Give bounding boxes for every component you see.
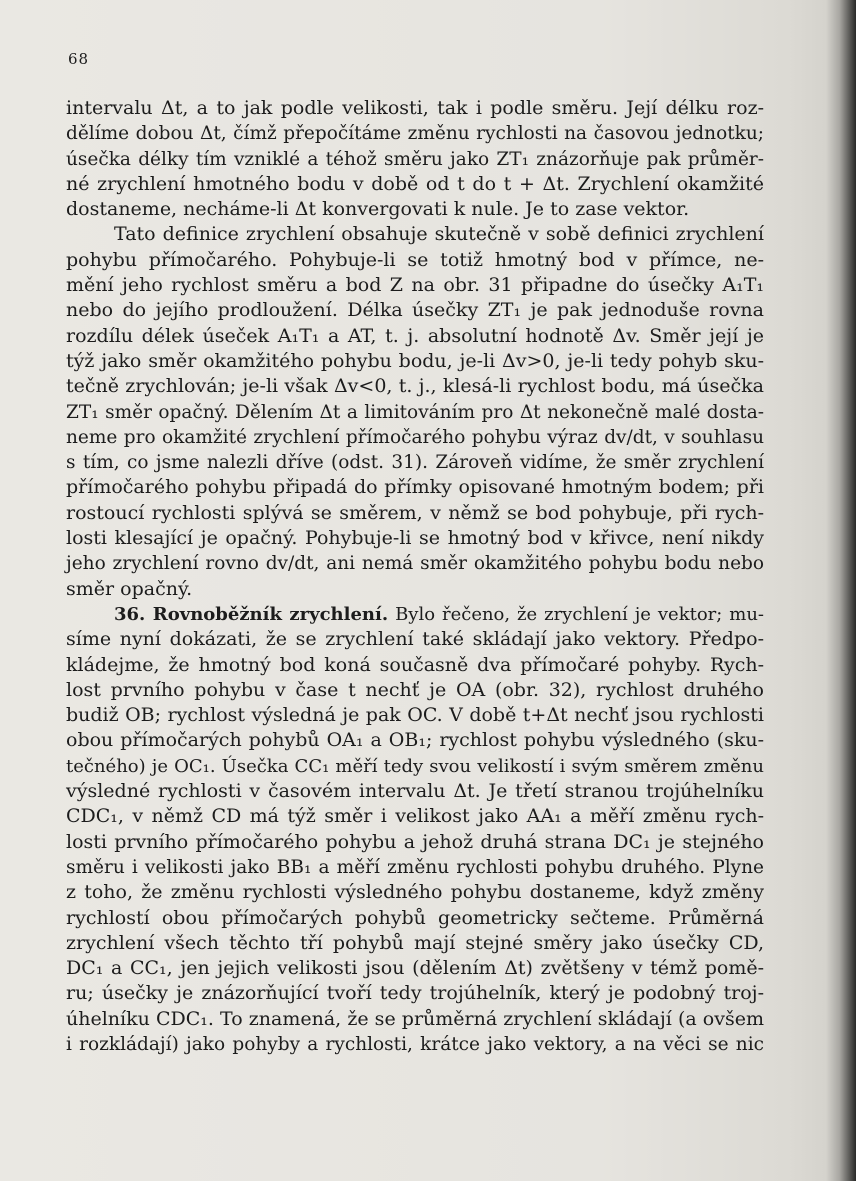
- text-line: jeho zrychlení rovno dv/dt, ani nemá směr okamžitého pohybu bodu nebo: [66, 553, 764, 575]
- text-line: budiž OB; rychlost výsledná je pak OC. V době t+Δt nechť jsou rychlosti: [66, 704, 764, 727]
- text-line: zrychlení všech těchto tří pohybů mají stejné směry jako úsečky CD,: [66, 931, 764, 954]
- text-line: směru i velikosti jako BB₁ a měří změnu rychlosti pohybu druhého. Plyne: [66, 856, 764, 878]
- text-line: z toho, že změnu rychlosti výsledného pohybu dostaneme, když změny: [66, 881, 764, 904]
- text-line: s tím, co jsme nalezli dříve (odst. 31). Zároveň vidíme, že směr zrychlení: [66, 452, 764, 474]
- text-line: směr opačný.: [66, 577, 193, 600]
- text-line: lost prvního pohybu v čase t nechť je OA (obr. 32), rychlost druhého: [66, 678, 764, 701]
- text-line: přímočarého pohybu připadá do přímky opisované hmotným bodem; při: [66, 476, 764, 499]
- text-line: tečného) je OC₁. Úsečka CC₁ měří tedy svou velikostí i svým směrem změnu: [66, 755, 764, 777]
- text-line: ru; úsečky je znázorňující tvoří tedy trojúhelník, který je podobný troj-: [66, 982, 764, 1005]
- text-line: rychlostí obou přímočarých pohybů geometricky sečteme. Průměrná: [66, 906, 764, 929]
- text-line: nebo do jejího prodloužení. Délka úsečky ZT₁ je pak jednoduše rovna: [66, 299, 764, 322]
- text-line: intervalu Δt, a to jak podle velikosti, tak i podle směru. Její délku roz-: [66, 97, 764, 119]
- text-line: mění jeho rychlost směru a bod Z na obr. 31 připadne do úsečky A₁T₁: [66, 274, 764, 297]
- text-line: rozdílu délek úseček A₁T₁ a AT, t. j. absolutní hodnotě Δv. Směr její je: [66, 324, 764, 347]
- text-line: i rozkládají) jako pohyby a rychlosti, krátce jako vektory, a na věci se nic: [66, 1033, 764, 1055]
- text-line: úsečka délky tím vzniklé a téhož směru jako ZT₁ znázorňuje pak průměr-: [66, 148, 764, 170]
- text-line: kládejme, že hmotný bod koná současně dva přímočaré pohyby. Rych-: [66, 653, 764, 676]
- text-line: výsledné rychlosti v časovém intervalu Δt. Je třetí stranou trojúhelníku: [66, 780, 764, 803]
- text-line: obou přímočarých pohybů OA₁ a OB₁; rychlost pohybu výsledného (sku-: [66, 729, 764, 752]
- text-line: Tato definice zrychlení obsahuje skutečně v sobě definici zrychlení: [114, 223, 764, 246]
- text-line: tečně zrychlován; je-li však Δv<0, t. j., klesá-li rychlost bodu, má úsečka: [66, 375, 764, 398]
- text-line: né zrychlení hmotného bodu v době od t do t + Δt. Zrychlení okamžité: [66, 172, 764, 195]
- page-number: 68: [68, 50, 90, 68]
- text-line: ZT₁ směr opačný. Dělením Δt a limitováním pro Δt nekonečně malé dosta-: [66, 401, 764, 423]
- section-36-line: [66, 602, 764, 627]
- text-line: DC₁ a CC₁, jen jejich velikosti jsou (dělením Δt) zvětšeny v témž pomě-: [66, 957, 764, 980]
- text-line: rostoucí rychlosti splývá se směrem, v němž se bod pohybuje, při rych-: [66, 501, 764, 524]
- binding-shadow: [826, 0, 856, 1181]
- text-line: neme pro okamžité zrychlení přímočarého pohybu výraz dv/dt, v souhlasu: [66, 426, 764, 448]
- text-line: dělíme dobou Δt, čímž přepočítáme změnu rychlosti na časovou jednotku;: [66, 123, 764, 145]
- text-line-fragment: Bylo řečeno, že zrychlení je vektor; mu-: [395, 603, 765, 625]
- text-line: dostaneme, necháme-li Δt konvergovati k nule. Je to zase vektor.: [66, 198, 690, 221]
- text-line: pohybu přímočarého. Pohybuje-li se totiž hmotný bod v přímce, ne-: [66, 248, 764, 271]
- section-heading: 36. Rovnoběžník zrychlení.: [114, 603, 389, 625]
- text-line: CDC₁, v němž CD má týž směr i velikost jako AA₁ a měří změnu rych-: [66, 805, 764, 828]
- text-line: úhelníku CDC₁. To znamená, že se průměrná zrychlení skládají (a ovšem: [66, 1007, 764, 1030]
- body-text: [66, 96, 764, 1057]
- text-line: losti prvního přímočarého pohybu a jehož druhá strana DC₁ je stejného: [66, 830, 764, 853]
- text-line: týž jako směr okamžitého pohybu bodu, je-li Δv>0, je-li tedy pohyb sku-: [66, 349, 764, 372]
- text-line: losti klesající je opačný. Pohybuje-li se hmotný bod v křivce, není nikdy: [66, 527, 764, 550]
- text-line: síme nyní dokázati, že se zrychlení také skládají jako vektory. Předpo-: [66, 628, 764, 651]
